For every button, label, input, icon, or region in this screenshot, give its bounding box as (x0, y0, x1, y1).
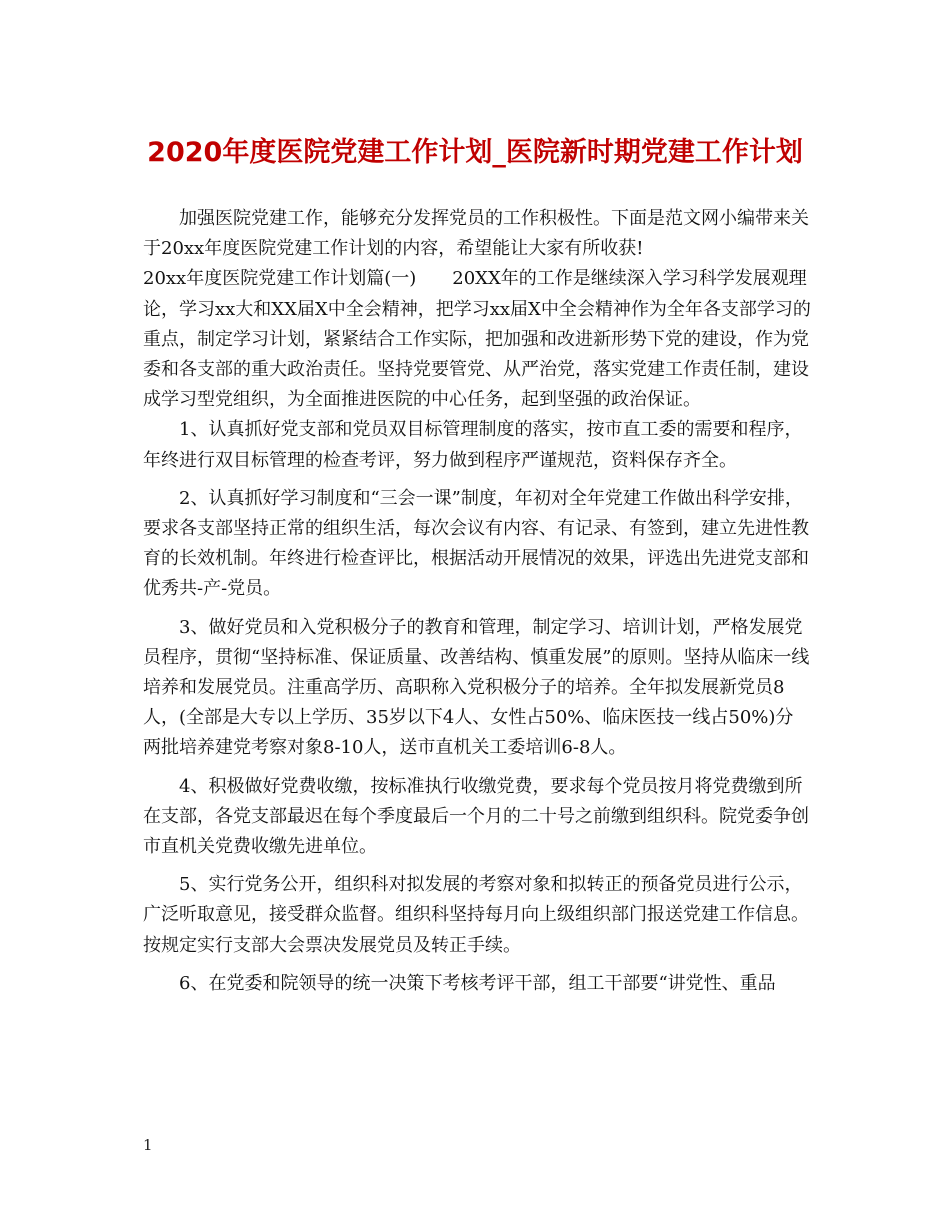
item-paragraph-6: 6、在党委和院领导的统一决策下考核考评干部，组工干部要“讲党性、重品 (179, 972, 776, 994)
item-paragraph-4: 4、积极做好党费收缴，按标准执行收缴党费，要求每个党员按月将党费缴到所在支部，各党支部最迟在每个季度最后一个月的二十号之前缴到组织科。院党委争创市直机关党费收缴先进单位。 (143, 775, 809, 858)
section-paragraph: 20xx年度医院党建工作计划篇(一) 20XX年的工作是继续深入学习科学发展观理论，学习xx大和XX届X中全会精神，把学习xx届X中全会精神作为全年各支部学习的重点，制定学习计划，紧紧结合工作实际，把加强和改进新形势下党的建设，作为党委和各支部的重大政治责任。坚持党要管党、从严治党，落实党建工作责任制，建设成学习型党组织，为全面推进医院的中心任务，起到坚强的政治保证。 (143, 268, 811, 411)
item-paragraph-1: 1、认真抓好党支部和党员双目标管理制度的落实，按市直工委的需要和程序，年终进行双目标管理的检查考评，努力做到程序严谨规范，资料保存齐全。 (143, 419, 803, 471)
intro-paragraph: 加强医院党建工作，能够充分发挥党员的工作积极性。下面是范文网小编带来关于20xx年度医院党建工作计划的内容，希望能让大家有所收获! (143, 208, 809, 260)
item-paragraph-5: 5、实行党务公开，组织科对拟发展的考察对象和拟转正的预备党员进行公示，广泛听取意见，接受群众监督。组织科坚持每月向上级组织部门报送党建工作信息。按规定实行支部大会票决发展党员及转正手续。 (143, 874, 809, 956)
document-title: 2020年度医院党建工作计划_医院新时期党建工作计划 (147, 137, 803, 168)
page-number: 1 (143, 1136, 153, 1154)
document-body (143, 204, 811, 999)
item-paragraph-2: 2、认真抓好学习制度和“三会一课”制度，年初对全年党建工作做出科学安排，要求各支部坚持正常的组织生活，每次会议有内容、有记录、有签到，建立先进性教育的长效机制。年终进行检查评比，根据活动开展情况的效果，评选出先进党支部和优秀共-产-党员。 (143, 487, 809, 600)
item-paragraph-3: 3、做好党员和入党积极分子的教育和管理，制定学习、培训计划，严格发展党员程序，贯彻“坚持标准、保证质量、改善结构、慎重发展”的原则。坚持从临床一线培养和发展党员。注重高学历、高职称入党积极分子的培养。全年拟发展新党员8人，(全部是大专以上学历、35岁以下4人、女性占50%、临床医技一线占50%)分两批培养建党考察对象8-10人，送市直机关工委培训6-8人。 (143, 616, 810, 759)
